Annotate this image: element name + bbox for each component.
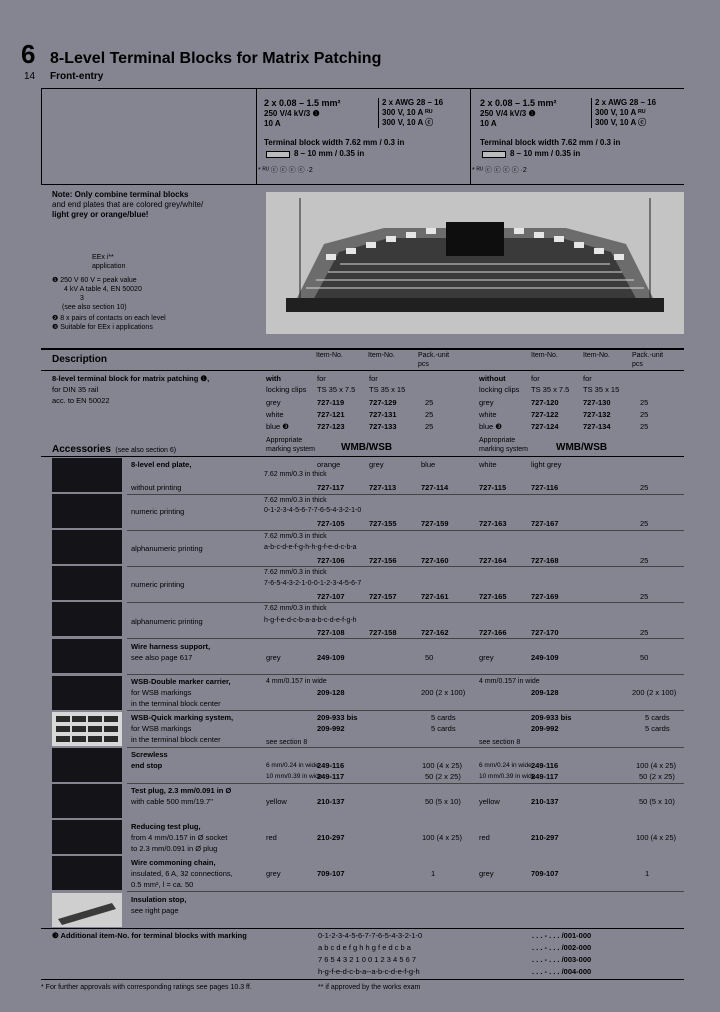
locking-clips-label: locking clips <box>479 385 520 394</box>
pack-cell: 100 (4 x 25) <box>422 833 463 842</box>
strip-length: 8 – 10 mm / 0.35 in <box>294 149 365 158</box>
ex-line: application <box>92 263 126 270</box>
item-cell: 727-121 <box>317 410 345 419</box>
rail-label: TS 35 x 7.5 <box>317 385 356 394</box>
item-cell: 727-131 <box>369 410 397 419</box>
color-cell: grey <box>479 398 494 407</box>
pack-cell: 5 cards <box>431 713 456 722</box>
rail-label: TS 35 x 15 <box>369 385 406 394</box>
item-cell: 727-129 <box>369 398 397 407</box>
marking-code: . . . - . . . /003-000 <box>532 955 592 964</box>
wsb-quick-line: for WSB markings <box>131 724 192 733</box>
printing-sequence: 0-1-2-3-4-5-6-7-7-6-5-4-3-2-1-0 <box>264 507 362 514</box>
item-cell: 210-297 <box>317 833 345 842</box>
item-cell: 727-116 <box>531 483 559 492</box>
marking-sequence: a b c d e f g h h g f e d c b a <box>318 943 411 952</box>
item-cell: 727-166 <box>479 628 507 637</box>
pack-cell: 25 <box>640 556 649 565</box>
insulation-stop-illustration <box>52 893 122 927</box>
color-cell: grey <box>266 653 281 662</box>
harness-line: see also page 617 <box>131 653 193 662</box>
printing-sequence: 7-6-5-4-3-2-1-0-0-1-2-3-4-5-6-7 <box>264 580 362 587</box>
item-cell: 727-156 <box>369 556 397 565</box>
table-row <box>0 519 720 528</box>
table-row <box>0 833 720 842</box>
marking-sequence: 0-1-2-3-4-5-6-7-7-6-5-4-3-2-1-0 <box>318 931 423 940</box>
footnote: ❷ 8 x pairs of contacts on each level <box>52 315 166 322</box>
for-label: for <box>369 374 378 383</box>
page-subtitle: Front-entry <box>50 71 104 82</box>
pack-cell: 5 cards <box>645 724 670 733</box>
color-cell: blue ❸ <box>479 422 502 431</box>
awg-rating: 300 V, 10 A ⓒ <box>382 118 434 127</box>
note-line: Note: Only combine terminal blocks <box>52 190 189 199</box>
see-section: see section 8 <box>479 739 521 746</box>
item-no-header: Item-No. <box>368 352 395 359</box>
printing-sequence: a-b-c-d-e-f-g-h-h-g-f-e-d-c-b-a <box>264 544 357 551</box>
ratings-bottom-rule <box>41 184 684 185</box>
main-product-line: for DIN 35 rail <box>52 385 99 394</box>
width-cell: 6 mm/0.24 in wide <box>479 762 532 769</box>
table-row <box>0 724 720 733</box>
row-rule <box>127 674 684 675</box>
strip-length: 8 – 10 mm / 0.35 in <box>510 149 581 158</box>
pack-cell: 25 <box>640 483 649 492</box>
wsb-quick-title: WSB-Quick marking system, <box>131 713 234 722</box>
awg-rating: 300 V, 10 A ᴿᵁ <box>382 108 433 117</box>
width-cell: 6 mm/0.24 in wide <box>266 762 319 769</box>
item-cell: 209-128 <box>317 688 345 697</box>
footnote: ❸ Suitable for EEx i applications <box>52 324 153 331</box>
table-top-rule <box>41 348 684 350</box>
row-rule <box>127 638 684 639</box>
footer-rule <box>41 979 684 980</box>
item-cell: 727-120 <box>531 398 559 407</box>
end-stop-line: end stop <box>131 761 163 770</box>
item-cell: 727-106 <box>317 556 345 565</box>
wmb-label: WMB/WSB <box>341 442 393 453</box>
color-cell: yellow <box>479 797 500 806</box>
reducing-line: from 4 mm/0.157 in Ø socket <box>131 833 228 842</box>
wsb-double-title: WSB-Double marker carrier, <box>131 677 231 686</box>
table-row <box>0 556 720 565</box>
pack-cell: 25 <box>640 628 649 637</box>
item-cell: 727-163 <box>479 519 507 528</box>
accessories-title: Accessories <box>52 444 111 455</box>
see-section: see section 8 <box>266 739 308 746</box>
pack-cell: 25 <box>640 592 649 601</box>
item-cell: 249-109 <box>531 653 559 662</box>
pack-cell: 200 (2 x 100) <box>421 688 466 697</box>
pack-cell: 50 (5 x 10) <box>425 797 461 806</box>
footnotes <box>52 276 252 332</box>
table-row <box>0 592 720 601</box>
wmb-label: WMB/WSB <box>556 442 608 453</box>
pack-cell: 25 <box>640 398 649 407</box>
accessories-see-also: (see also section 6) <box>115 447 177 454</box>
ratings-box-left-border <box>41 88 42 184</box>
end-plate-title: 8-level end plate, <box>131 460 192 469</box>
appropriate-label: Appropriate <box>479 437 516 444</box>
ratings-divider <box>470 88 471 184</box>
color-cell: grey <box>266 398 281 407</box>
note-line: light grey or orange/blue! <box>52 210 149 219</box>
marking-code: . . . - . . . /004-000 <box>532 967 592 976</box>
pack-unit-header: Pack.-unit <box>632 352 664 359</box>
awg-rating: 300 V, 10 A ᴿᵁ <box>595 108 646 117</box>
note-line: and end plates that are colored grey/white/ <box>52 200 204 209</box>
color-header: orange <box>317 460 341 469</box>
item-cell: 727-105 <box>317 519 345 528</box>
color-header: white <box>479 460 497 469</box>
row-rule <box>127 602 684 603</box>
item-cell: 727-170 <box>531 628 559 637</box>
printing-variant: alphanumeric printing <box>131 544 203 553</box>
row-rule <box>127 891 684 892</box>
approvals: * ᴿᵁ ⓒ ⓒ ⓒ ⓒ ·2 <box>472 167 527 174</box>
main-product-title: 8-level terminal block for matrix patching ❶, <box>52 374 210 383</box>
rail-label: TS 35 x 7.5 <box>531 385 570 394</box>
item-cell: 249-109 <box>317 653 345 662</box>
color-cell: white <box>266 410 284 419</box>
awg-rating: 2 x AWG 28 – 16 <box>382 98 444 107</box>
wsb-double-line: in the terminal block center <box>131 699 221 708</box>
test-plug-line: with cable 500 mm/19.7" <box>131 797 213 806</box>
table-row <box>0 422 720 431</box>
item-cell: 727-162 <box>421 628 449 637</box>
pack-cell: 100 (4 x 25) <box>636 833 677 842</box>
insulation-line: see right page <box>131 906 179 915</box>
wsb-double-line: for WSB markings <box>131 688 192 697</box>
page-title: 8-Level Terminal Blocks for Matrix Patching <box>50 50 382 67</box>
item-cell: 727-168 <box>531 556 559 565</box>
awg-rating: 300 V, 10 A ⓒ <box>595 118 647 127</box>
marking-system-label: marking system <box>479 446 529 453</box>
width-label: 4 mm/0.157 in wide <box>266 678 327 685</box>
item-cell: 727-123 <box>317 422 345 431</box>
printing-sequence: h-g-f-e-d-c-b-a-a-b-c-d-e-f-g-h <box>264 617 357 624</box>
block-width: Terminal block width 7.62 mm / 0.3 in <box>480 138 621 147</box>
pack-cell: 25 <box>425 422 434 431</box>
printing-variant: numeric printing <box>131 507 185 516</box>
pack-cell: 50 (2 x 25) <box>639 772 675 781</box>
item-cell: 210-297 <box>531 833 559 842</box>
item-cell: 249-117 <box>317 772 345 781</box>
commoning-title: Wire commoning chain, <box>131 858 216 867</box>
ex-label <box>92 253 125 271</box>
pack-cell: 200 (2 x 100) <box>632 688 677 697</box>
color-header: light grey <box>531 460 562 469</box>
table-row <box>0 761 720 770</box>
product-photo <box>266 192 684 334</box>
color-cell: yellow <box>266 797 287 806</box>
row-rule <box>127 566 684 567</box>
pack-cell: 50 <box>425 653 434 662</box>
item-cell: 709-107 <box>531 869 559 878</box>
marking-code: . . . - . . . /002-000 <box>532 943 592 952</box>
pack-cell: 25 <box>425 398 434 407</box>
item-cell: 727-164 <box>479 556 507 565</box>
color-cell: red <box>479 833 490 842</box>
table-row <box>0 410 720 419</box>
table-row <box>0 713 720 722</box>
printing-variant: without printing <box>131 483 182 492</box>
item-cell: 727-107 <box>317 592 345 601</box>
thickness-label: 7.62 mm/0.3 in thick <box>264 471 327 478</box>
awg-rating: 2 x AWG 28 – 16 <box>595 98 657 107</box>
pack-cell: 1 <box>431 869 436 878</box>
footer-note: * For further approvals with corresponding ratings see pages 10.3 ff. <box>41 984 252 991</box>
item-cell: 727-115 <box>479 483 507 492</box>
wsb-quick-line: in the terminal block center <box>131 735 221 744</box>
main-product-line: acc. to EN 50022 <box>52 396 110 405</box>
item-cell: 727-159 <box>421 519 449 528</box>
table-row <box>0 869 720 878</box>
pack-cell: 25 <box>640 519 649 528</box>
footer-note: ** if approved by the works exam <box>318 984 421 991</box>
table-row <box>0 688 720 697</box>
accessories-rule <box>41 456 684 457</box>
pack-cell: 5 cards <box>431 724 456 733</box>
header-rule <box>41 88 684 89</box>
reducing-title: Reducing test plug, <box>131 822 201 831</box>
row-rule <box>127 710 684 711</box>
harness-title: Wire harness support, <box>131 642 211 651</box>
item-cell: 209-992 <box>317 724 345 733</box>
color-header-row <box>0 460 720 469</box>
width-cell: 10 mm/0.39 in wide <box>479 773 536 780</box>
color-cell: white <box>479 410 497 419</box>
pack-cell: 50 (5 x 10) <box>639 797 675 806</box>
metric-rating: 250 V/4 kV/3 ❶ <box>264 109 320 118</box>
awg-right <box>591 98 656 128</box>
item-cell: 727-132 <box>583 410 611 419</box>
table-bottom-rule <box>41 928 684 929</box>
pack-unit-header: Pack.-unit <box>418 352 450 359</box>
row-rule <box>127 530 684 531</box>
row-rule <box>127 747 684 748</box>
item-no-header: Item-No. <box>583 352 610 359</box>
block-width: Terminal block width 7.62 mm / 0.3 in <box>264 138 405 147</box>
color-cell: grey <box>479 653 494 662</box>
page-number: 14 <box>24 71 36 82</box>
item-cell: 727-161 <box>421 592 449 601</box>
item-cell: 727-157 <box>369 592 397 601</box>
color-header: grey <box>369 460 384 469</box>
item-cell: 727-134 <box>583 422 611 431</box>
item-cell: 727-155 <box>369 519 397 528</box>
additional-title: ❸ Additional item-No. for terminal blocks with marking <box>52 931 247 940</box>
item-cell: 727-108 <box>317 628 345 637</box>
thickness-label: 7.62 mm/0.3 in thick <box>264 533 327 540</box>
pack-cell: 25 <box>640 422 649 431</box>
pack-cell: 100 (4 x 25) <box>636 761 677 770</box>
item-cell: 727-160 <box>421 556 449 565</box>
pcs-header: pcs <box>418 361 429 368</box>
marking-system-label: marking system <box>266 446 316 453</box>
item-cell: 210-137 <box>531 797 559 806</box>
awg-left <box>378 98 443 128</box>
terminal-block-illustration <box>266 192 684 334</box>
rail-label: TS 35 x 15 <box>583 385 620 394</box>
printing-variant: alphanumeric printing <box>131 617 203 626</box>
item-cell: 210-137 <box>317 797 345 806</box>
footnote: ❶ 250 V 60 V = peak value <box>52 277 137 284</box>
color-header: blue <box>421 460 436 469</box>
item-cell: 249-116 <box>317 761 345 770</box>
printing-variant: numeric printing <box>131 580 185 589</box>
strip-length-icon <box>266 151 290 158</box>
item-cell: 727-117 <box>317 483 345 492</box>
appropriate-label: Appropriate <box>266 437 303 444</box>
item-cell: 249-117 <box>531 772 559 781</box>
width-cell: 10 mm/0.39 in wide <box>266 773 323 780</box>
ratings-left <box>264 98 341 129</box>
thickness-label: 7.62 mm/0.3 in thick <box>264 569 327 576</box>
item-cell: 727-158 <box>369 628 397 637</box>
metric-rating: 10 A <box>480 119 497 128</box>
item-cell: 727-113 <box>369 483 397 492</box>
pack-cell: 50 <box>640 653 649 662</box>
item-cell: 209-933 bis <box>531 713 572 722</box>
table-row <box>0 772 720 781</box>
for-label: for <box>531 374 540 383</box>
with-label: with <box>266 374 281 383</box>
color-cell: grey <box>479 869 494 878</box>
item-cell: 727-169 <box>531 592 559 601</box>
color-cell: red <box>266 833 277 842</box>
color-cell: grey <box>266 869 281 878</box>
reducing-line: to 2.3 mm/0.091 in Ø plug <box>131 844 218 853</box>
without-label: without <box>479 374 506 383</box>
footnote: (see also section 10) <box>62 304 127 311</box>
pcs-header: pcs <box>632 361 643 368</box>
row-rule <box>127 783 684 784</box>
pack-cell: 1 <box>645 869 650 878</box>
ex-line: EEx i** <box>92 254 114 261</box>
description-header: Description <box>52 354 108 365</box>
item-cell: 209-992 <box>531 724 559 733</box>
marking-sequence: h-g-f-e-d-c-b-a--a-b-c-d-e-f-g-h <box>318 967 420 976</box>
table-row <box>0 483 720 492</box>
item-cell: 727-122 <box>531 410 559 419</box>
for-label: for <box>317 374 326 383</box>
item-cell: 209-933 bis <box>317 713 358 722</box>
item-cell: 727-167 <box>531 519 559 528</box>
metric-rating: 10 A <box>264 119 281 128</box>
table-row <box>0 797 720 806</box>
item-cell: 709-107 <box>317 869 345 878</box>
item-cell: 727-165 <box>479 592 507 601</box>
locking-clips-label: locking clips <box>266 385 307 394</box>
accessories-header <box>52 439 176 457</box>
thickness-label: 7.62 mm/0.3 in thick <box>264 605 327 612</box>
item-cell: 727-114 <box>421 483 449 492</box>
item-cell: 249-116 <box>531 761 559 770</box>
insulation-stop-photo <box>52 893 122 927</box>
strip-length-icon <box>482 151 506 158</box>
item-no-header: Item-No. <box>531 352 558 359</box>
insulation-title: Insulation stop, <box>131 895 187 904</box>
width-label: 4 mm/0.157 in wide <box>479 678 540 685</box>
color-cell: blue ❸ <box>266 422 289 431</box>
section-number: 6 <box>21 39 36 69</box>
pack-cell: 50 (2 x 25) <box>425 772 461 781</box>
test-plug-title: Test plug, 2.3 mm/0.091 in Ø <box>131 786 232 795</box>
table-row <box>0 398 720 407</box>
metric-rating: 2 x 0.08 – 1.5 mm² <box>480 98 557 108</box>
item-no-header: Item-No. <box>316 352 343 359</box>
table-row <box>0 628 720 637</box>
pack-cell: 25 <box>640 410 649 419</box>
footnote: 3 <box>80 295 84 302</box>
item-cell: 727-124 <box>531 422 559 431</box>
item-cell: 727-133 <box>369 422 397 431</box>
ratings-right <box>480 98 557 129</box>
marking-code: . . . - . . . /001-000 <box>532 931 592 940</box>
item-cell: 209-128 <box>531 688 559 697</box>
approvals: * ᴿᵁ ⓒ ⓒ ⓒ ⓒ ·2 <box>258 167 313 174</box>
end-stop-title: Screwless <box>131 750 168 759</box>
pack-cell: 25 <box>425 410 434 419</box>
pack-cell: 100 (4 x 25) <box>422 761 463 770</box>
for-label: for <box>583 374 592 383</box>
table-header-rule <box>41 370 684 371</box>
row-rule <box>127 494 684 495</box>
metric-rating: 2 x 0.08 – 1.5 mm² <box>264 98 341 108</box>
ratings-divider <box>256 88 257 184</box>
footnote: 4 kV A table 4, EN 50020 <box>64 286 142 293</box>
commoning-line: insulated, 6 A, 32 connections, <box>131 869 233 878</box>
metric-rating: 250 V/4 kV/3 ❶ <box>480 109 536 118</box>
commoning-line: 0.5 mm², l = ca. 50 <box>131 880 194 889</box>
pack-cell: 5 cards <box>645 713 670 722</box>
item-cell: 727-130 <box>583 398 611 407</box>
thickness-label: 7.62 mm/0.3 in thick <box>264 497 327 504</box>
marking-sequence: 7 6 5 4 3 2 1 0 0 1 2 3 4 5 6 7 <box>318 955 416 964</box>
item-cell: 727-119 <box>317 398 345 407</box>
table-row <box>0 653 720 662</box>
notes <box>52 190 252 220</box>
